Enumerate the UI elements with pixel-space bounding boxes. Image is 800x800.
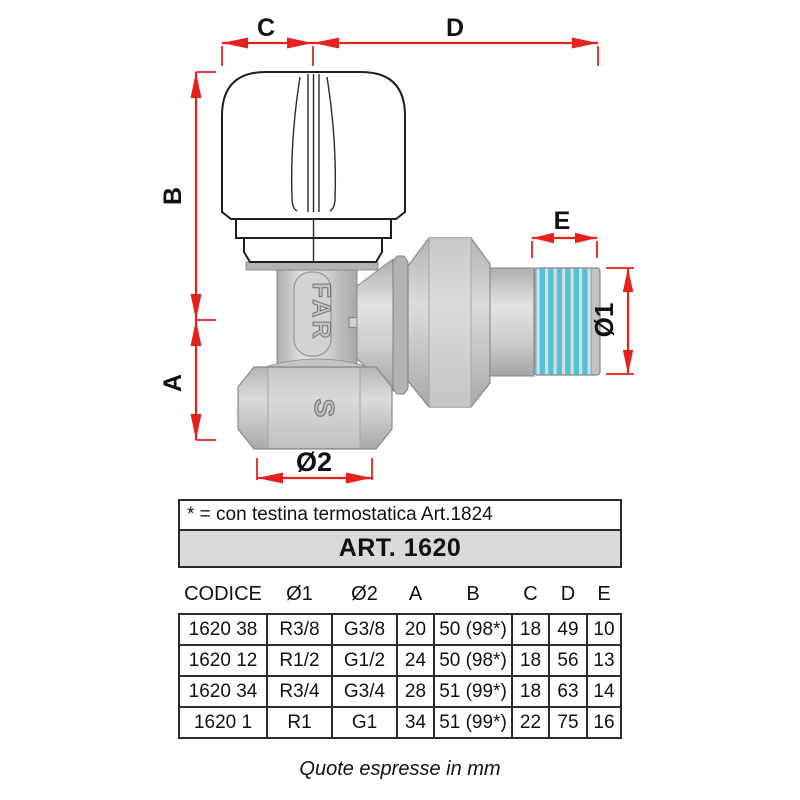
dimension-a-b — [191, 72, 202, 440]
units-caption: Quote espresse in mm — [299, 758, 501, 780]
dim-label-e: E — [553, 207, 571, 235]
table-cell: 1620 12 — [180, 646, 266, 675]
table-header-row — [180, 578, 620, 610]
table-cell: 18 — [513, 646, 548, 675]
table-cell: 51 (99*) — [435, 708, 511, 737]
table-cell: 1620 34 — [180, 677, 266, 706]
table-cell: R1/2 — [268, 646, 331, 675]
table-header-cell: Ø1 — [286, 582, 313, 605]
table-header-cell: B — [466, 582, 480, 605]
table-header-cell: D — [560, 582, 576, 605]
table-cell: 22 — [513, 708, 548, 737]
table-cell: 24 — [398, 646, 433, 675]
table-cell: 18 — [513, 615, 548, 644]
table-cell: G3/4 — [333, 677, 396, 706]
dim-label-d2: Ø2 — [295, 447, 333, 477]
table-header-cell: CODICE — [184, 582, 262, 605]
handwheel-group — [222, 72, 405, 262]
dimension-c-d — [222, 38, 598, 49]
table-cell: 28 — [398, 677, 433, 706]
union-washer — [393, 256, 408, 394]
brand-mark: FAR — [307, 282, 335, 342]
table-cell: G1 — [333, 708, 396, 737]
table-cell: 50 (98*) — [435, 646, 511, 675]
spec-table — [178, 613, 622, 739]
table-header-cell: A — [408, 582, 423, 605]
table-cell: 14 — [588, 677, 620, 706]
table-cell: 10 — [588, 615, 620, 644]
table-cell: 63 — [550, 677, 586, 706]
table-cell: 34 — [398, 708, 433, 737]
table-cell: G1/2 — [333, 646, 396, 675]
tailpiece — [490, 268, 534, 376]
table-cell: R1 — [268, 708, 331, 737]
dim-label-c: C — [256, 14, 276, 42]
dim-label-d1: Ø1 — [589, 302, 619, 338]
dim-label-a: A — [159, 373, 187, 393]
table-cell: 18 — [513, 677, 548, 706]
dimension-d1 — [623, 268, 633, 374]
table-cell: 13 — [588, 646, 620, 675]
table-cell: 51 (99*) — [435, 677, 511, 706]
dim-label-d: D — [445, 14, 465, 42]
table-cell: R3/8 — [268, 615, 331, 644]
thermostatic-note: * = con testina termostatica Art.1824 — [180, 501, 620, 531]
table-cell: 16 — [588, 708, 620, 737]
table-header-cell: C — [523, 582, 538, 605]
dim-label-b: B — [159, 186, 187, 206]
nut-size-mark: S — [309, 398, 340, 418]
note-box — [178, 499, 622, 568]
table-cell: G3/8 — [333, 615, 396, 644]
union-nut-facet — [429, 238, 471, 407]
table-cell: 1620 1 — [180, 708, 266, 737]
bonnet-flange — [246, 262, 378, 270]
valve-body-group — [238, 238, 600, 449]
article-title: ART. 1620 — [180, 531, 620, 566]
table-cell: 75 — [550, 708, 586, 737]
table-cell: 50 (98*) — [435, 615, 511, 644]
table-cell: 56 — [550, 646, 586, 675]
table-cell: 20 — [398, 615, 433, 644]
table-header-cell: Ø2 — [351, 582, 378, 605]
table-header-cell: E — [597, 582, 611, 605]
table-cell: 1620 38 — [180, 615, 266, 644]
table-cell: R3/4 — [268, 677, 331, 706]
table-cell: 49 — [550, 615, 586, 644]
